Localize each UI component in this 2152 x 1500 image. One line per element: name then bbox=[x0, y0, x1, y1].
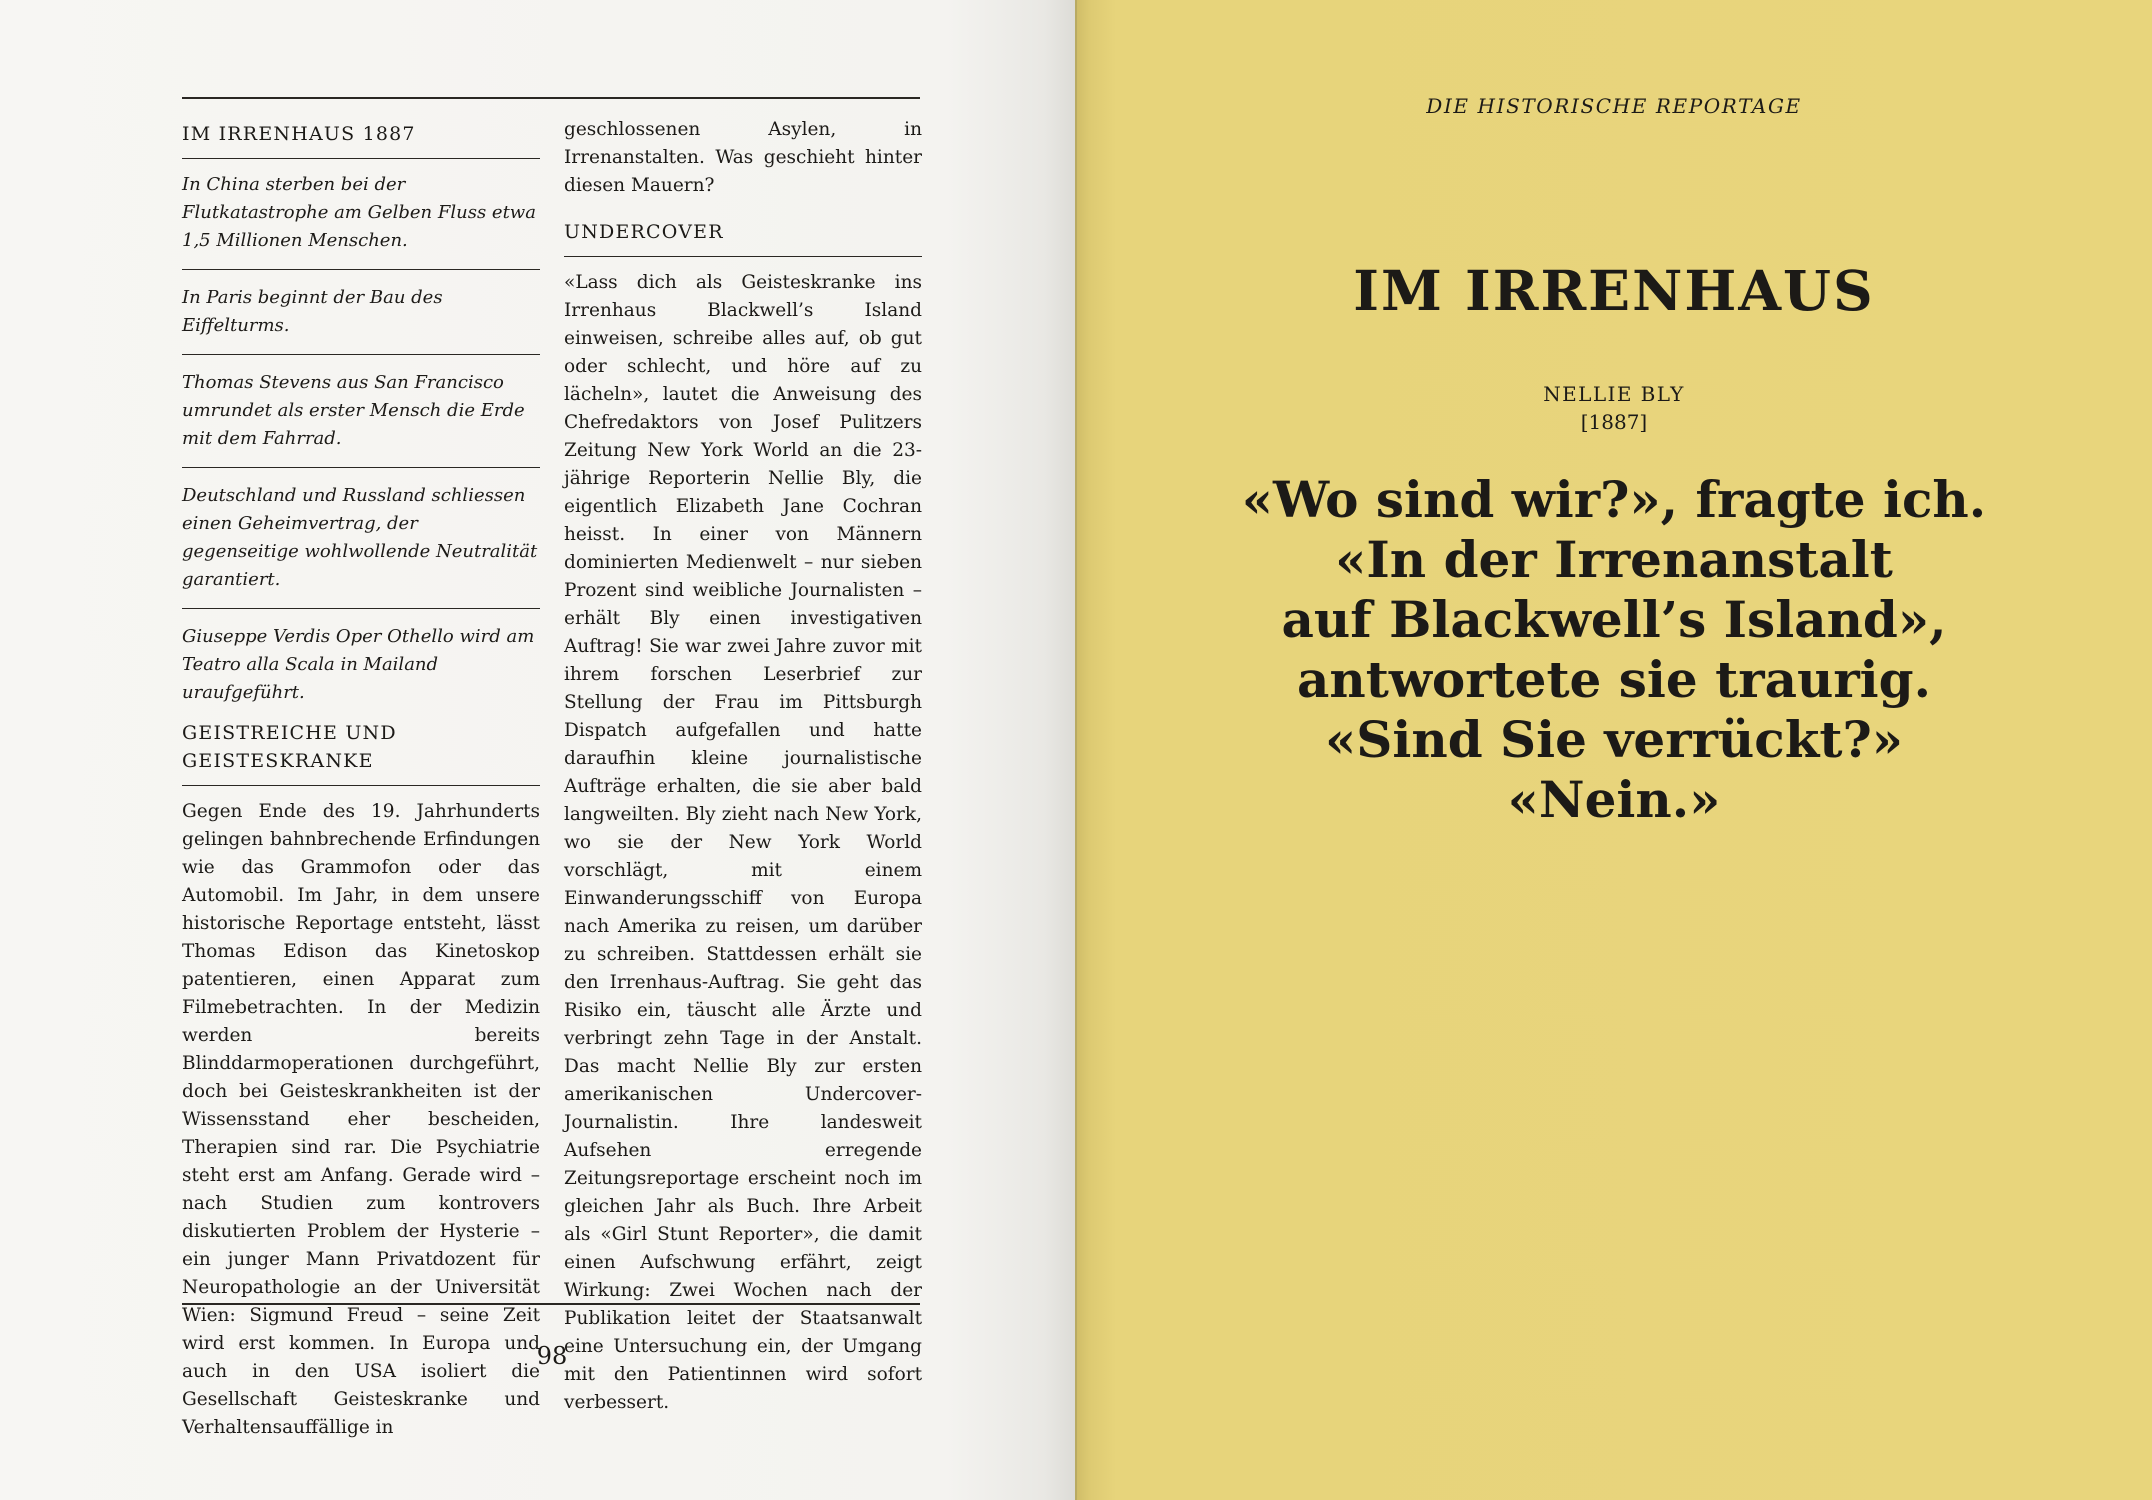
section-heading-line-2: GEISTESKRANKE bbox=[182, 750, 374, 772]
body-paragraph-intro: Gegen Ende des 19. Jahrhunderts gelingen bahnbrechende Erfindungen wie das Grammofon oder das Automobil. Im Jahr, in dem unsere historische Reportage entsteht, lässt Thomas Edison das Kinetoskop patentieren, einen Apparat zum Filmebetrachten. In der Medizin werden bereits Blinddarmoperationen durchgeführt, doch bei Geisteskrankheiten ist der Wissensstand eher bescheiden, Therapien sind rar. Die Psychiatrie steht erst am Anfang. Gerade wird – nach Studien zum kontrovers diskutierten Problem der Hysterie – ein junger Mann Privatdozent für Neuropathologie an der Universität Wien: Sigmund Freud – seine Zeit wird erst kommen. In Europa und auch in den USA isoliert die Gesellschaft Geisteskranke und Verhaltensauffällige in bbox=[182, 801, 540, 1438]
quote-line: «Nein.» bbox=[1507, 770, 1721, 829]
left-column bbox=[182, 116, 540, 1442]
quote-line: «Sind Sie verrückt?» bbox=[1324, 710, 1904, 769]
timeline-note-3: Thomas Stevens aus San Francisco umrundet als erster Mensch die Erde mit dem Fahrrad. bbox=[182, 369, 540, 468]
top-rule bbox=[182, 97, 920, 99]
timeline-note-4: Deutschland und Russland schliessen einen Geheimvertrag, der gegenseitige wohlwollende Neutralität garantiert. bbox=[182, 482, 540, 609]
sidebar-heading: IM IRRENHAUS 1887 bbox=[182, 116, 540, 159]
page-number: 98 bbox=[536, 1342, 568, 1370]
timeline-note-5: Giuseppe Verdis Oper Othello wird am Teatro alla Scala in Mailand uraufgeführt. bbox=[182, 626, 535, 703]
author-name: NELLIE BLY bbox=[1543, 382, 1685, 406]
publication-year: [1887] bbox=[1580, 410, 1648, 434]
body-paragraph-continued: geschlossenen Asylen, in Irrenanstalten. Was geschieht hinter diesen Mauern? bbox=[564, 119, 922, 196]
section-heading-geistreiche bbox=[182, 715, 540, 786]
section-heading-undercover: UNDERCOVER bbox=[564, 214, 922, 257]
right-column bbox=[564, 116, 922, 1417]
quote-line: auf Blackwell’s Island», bbox=[1281, 590, 1947, 649]
pull-quote bbox=[1076, 470, 2152, 830]
quote-line: «Wo sind wir?», fragte ich. bbox=[1241, 470, 1987, 529]
article-title: IM IRRENHAUS bbox=[1353, 258, 1875, 323]
bottom-rule bbox=[182, 1303, 920, 1305]
timeline-note-1: In China sterben bei der Flutkatastrophe am Gelben Fluss etwa 1,5 Millionen Menschen. bbox=[182, 171, 540, 270]
quote-line: antwortete sie traurig. bbox=[1296, 650, 1932, 709]
section-label: DIE HISTORISCHE REPORTAGE bbox=[1426, 94, 1802, 118]
body-paragraph-undercover: «Lass dich als Geisteskranke ins Irrenhaus Blackwell’s Island einweisen, schreibe alles auf, ob gut oder schlecht, und höre auf zu lächeln», lautet die Anweisung des Chefredaktors von Josef Pulitzers Zeitung New York World an die 23-jährige Reporterin Nellie Bly, die eigentlich Elizabeth Jane Cochran heisst. In einer von Männern dominierten Medienwelt – nur sieben Prozent sind weibliche Journalisten – erhält Bly einen investigativen Auftrag! Sie war zwei Jahre zuvor mit ihrem forschen Leserbrief zur Stellung der Frau im Pittsburgh Dispatch aufgefallen und hatte daraufhin kleine journalistische Aufträge erhalten, die sie aber bald langweilten. Bly zieht nach New York, wo sie der New York World vorschlägt, mit einem Einwanderungsschiff von Europa nach Amerika zu reisen, um darüber zu schreiben. Stattdessen erhält sie den Irrenhaus-Auftrag. Sie geht das Risiko ein, täuscht alle Ärzte und verbringt zehn Tage in der Anstalt. Das macht Nellie Bly zur ersten amerikanischen Undercover-Journalistin. Ihre landesweit Aufsehen erregende Zeitungsreportage erscheint noch im gleichen Jahr als Buch. Ihre Arbeit als «Girl Stunt Reporter», die damit einen Aufschwung erfährt, zeigt Wirkung: Zwei Wochen nach der Publikation leitet der Staatsanwalt eine Untersuchung ein, der Umgang mit den Patientinnen wird sofort verbessert. bbox=[564, 272, 922, 1413]
quote-line: «In der Irrenanstalt bbox=[1335, 530, 1893, 589]
section-heading-line-1: GEISTREICHE UND bbox=[182, 722, 397, 744]
timeline-note-2: In Paris beginnt der Bau des Eiffelturms. bbox=[182, 284, 540, 355]
